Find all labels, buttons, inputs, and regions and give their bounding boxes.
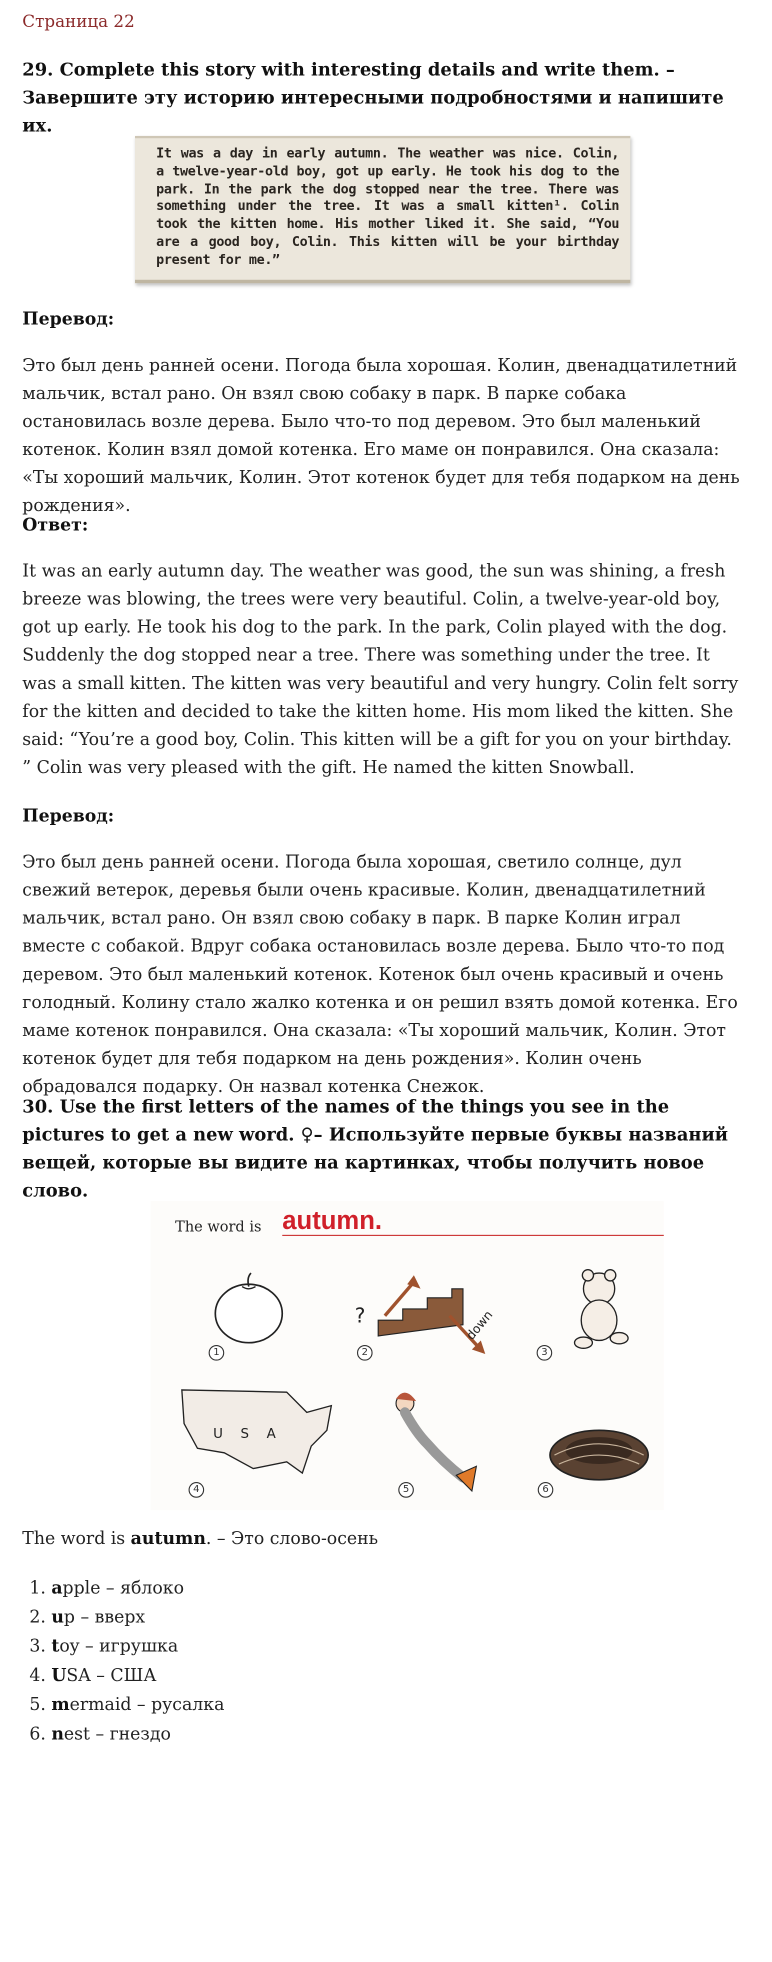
answer-prefix: The word is: [22, 1528, 126, 1549]
textbook-excerpt-text: It was a day in early autumn. The weather was nice. Colin, a twelve-year-old boy, got up early. He took his dog to the park. In the park the dog stopped near the tree. There was something under the tree. It was a small kitten¹. Colin took the kitten home. His mother liked it. She said, “You are a good boy, Colin. This kitten will be your birthday present for me.”: [156, 144, 620, 268]
list-item: 1. apple – яблоко: [51, 1573, 224, 1602]
picture-number-3: 3: [537, 1345, 553, 1361]
list-item: 5. mermaid – русалка: [51, 1690, 224, 1719]
question-mark: ?: [354, 1304, 366, 1329]
list-item: 2. up – вверх: [51, 1602, 224, 1631]
answer-underline: [282, 1235, 664, 1236]
puzzle-answer-line: [22, 1527, 378, 1548]
picture-number-5: 5: [398, 1482, 414, 1498]
translation-label: Перевод:: [22, 307, 115, 330]
down-label: down: [463, 1307, 496, 1343]
teddy-bear-icon: [561, 1264, 639, 1354]
answer-word: autumn: [130, 1526, 206, 1549]
task-30-heading: 30. Use the first letters of the names of the things you see in the pictures to get a new word. ♀– Используйте первые буквы названий вещей, которые вы видите на картинках, чтобы получить новое слово.: [22, 1095, 728, 1202]
puzzle-answer: autumn.: [282, 1205, 383, 1235]
list-item: 4. USA – США: [51, 1661, 224, 1690]
apple-icon: [209, 1271, 298, 1350]
picture-number-2: 2: [357, 1345, 373, 1361]
textbook-excerpt: [135, 136, 630, 283]
picture-number-4: 4: [189, 1482, 205, 1498]
answer-translation-label: Перевод:: [22, 804, 115, 826]
answer-suffix: . – Это слово-осень: [205, 1528, 379, 1549]
task-29-heading: 29. Complete this story with interesting details and write them. – Завершите эту историю интересными подробностями и напишите их.: [22, 58, 724, 136]
picture-number-1: 1: [209, 1345, 225, 1361]
nest-icon: [543, 1421, 655, 1488]
puzzle-prefix: The word is: [175, 1219, 262, 1236]
answer-translation-text: Это был день ранней осени. Погода была хорошая, светило солнце, дул свежий ветерок, деревья были очень красивые. Колин, двенадцатилетний мальчик, встал рано. Он взял свою собаку в парк. В парке Колин играл вместе с собакой. Вдруг собака остановилась возле дерева. Было что-то под деревом. Это был маленький котенок. Котенок был очень красивый и очень голодный. Колину стало жалко котенка и он решил взять домой котенка. Его маме котенок понравился. Она сказала: «Ты хороший мальчик, Колин. Этот котенок будет для тебя подарком на день рождения». Колин очень обрадовался подарку. Он назвал котенка Снежок.: [22, 851, 738, 1097]
list-item: 3. toy – игрушка: [51, 1631, 224, 1660]
translation-text: Это был день ранней осени. Погода была хорошая. Колин, двенадцатилетний мальчик, встал рано. Он взял свою собаку в парк. В парке собака остановилась возле дерева. Было что-то под деревом. Это был маленький котенок. Колин взял домой котенка. Его маме он понравился. Она сказала: «Ты хороший мальчик, Колин. Этот котенок будет для тебя подарком на день рождения».: [22, 355, 740, 516]
list-item: 6. nest – гнездо: [51, 1719, 224, 1748]
picture-number-6: 6: [538, 1482, 554, 1498]
usa-label: U S A: [213, 1425, 283, 1442]
answer-label: Ответ:: [22, 513, 89, 535]
picture-puzzle: [151, 1201, 664, 1510]
answer-text: It was an early autumn day. The weather was good, the sun was shining, a fresh breeze was blowing, the trees were very beautiful. Colin, a twelve-year-old boy, got up early. He took his dog to the park. In the park, Colin played with the dog. Suddenly the dog stopped near a tree. There was something under the tree. It was a small kitten. The kitten was very beautiful and very hungry. Colin felt sorry for the kitten and decided to take the kitten home. His mom liked the kitten. She said: “You’re a good boy, Colin. This kitten will be a gift for you on your birthday. ” Colin was very pleased with the gift. He named the kitten Snowball.: [22, 560, 739, 778]
mermaid-icon: [371, 1388, 494, 1500]
page-link[interactable]: Страница 22: [22, 11, 135, 32]
word-list: [22, 1573, 224, 1748]
